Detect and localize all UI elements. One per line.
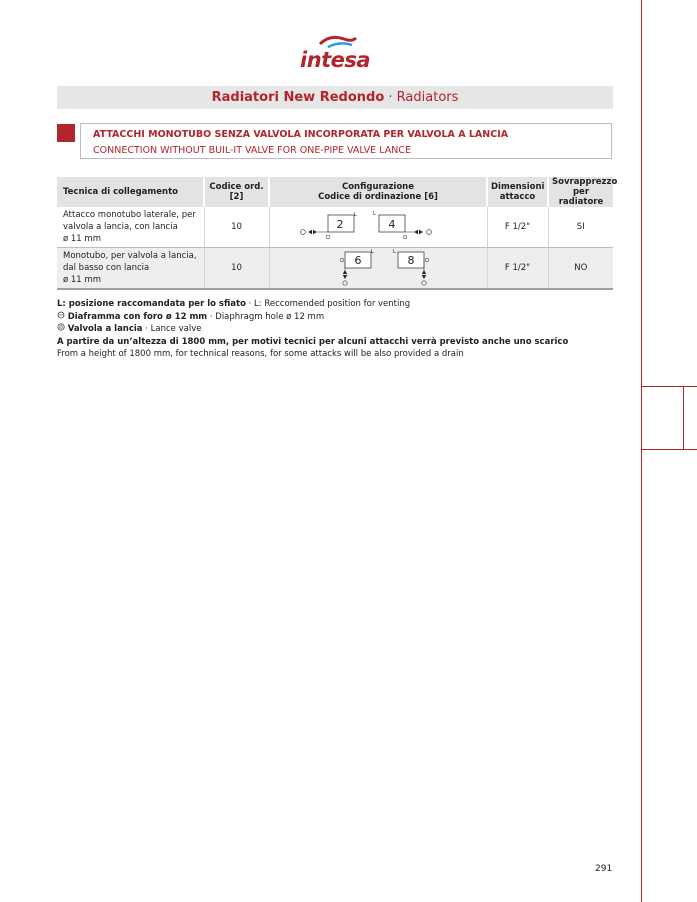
section-heading bbox=[80, 123, 612, 159]
header-tecnica: Tecnica di collegamento bbox=[57, 177, 204, 207]
code-label-right: 4 bbox=[388, 218, 396, 231]
arrow-left-icon bbox=[308, 230, 312, 234]
cell-tecnica: Monotubo, per valvola a lancia, dal basso con lancia ø 11 mm bbox=[57, 248, 204, 290]
arrow-down-icon bbox=[422, 275, 426, 279]
page-title-separator: · bbox=[384, 90, 397, 105]
cell-dimensioni: F 1/2" bbox=[487, 248, 548, 290]
vent-marker-right: L bbox=[373, 211, 376, 217]
config-diagram-bottom bbox=[318, 249, 438, 287]
lance-valve-icon bbox=[343, 281, 347, 285]
arrow-left-icon bbox=[414, 230, 418, 234]
vent-marker-left: L bbox=[354, 212, 357, 218]
table-row bbox=[57, 248, 613, 290]
page-number: 291 bbox=[595, 864, 613, 874]
table-row bbox=[57, 207, 613, 248]
brand-logo bbox=[300, 34, 375, 78]
note-venting: L: posizione raccomandata per lo sfiato · L: Reccomended position for venting bbox=[57, 299, 411, 309]
section-title-it: ATTACCHI MONOTUBO SENZA VALVOLA INCORPORATA PER VALVOLA A LANCIA bbox=[93, 129, 509, 140]
note-diaphragm: Diaframma con foro ø 12 mm · Diaphragm hole ø 12 mm bbox=[57, 311, 568, 324]
cell-sovrapprezzo: NO bbox=[548, 248, 613, 290]
arrow-up-icon bbox=[343, 270, 347, 274]
diaphragm-icon bbox=[425, 258, 429, 262]
page-title bbox=[57, 86, 613, 109]
lance-valve-icon bbox=[427, 230, 432, 235]
code-label-right: 8 bbox=[407, 254, 415, 267]
diaphragm-icon bbox=[340, 258, 344, 262]
config-diagram-side bbox=[298, 210, 458, 244]
page-title-main: Radiatori New Redondo bbox=[211, 90, 385, 105]
header-dimensioni: Dimensioni attacco bbox=[487, 177, 548, 207]
lance-valve-icon bbox=[422, 281, 426, 285]
arrow-down-icon bbox=[343, 275, 347, 279]
connection-table bbox=[57, 177, 618, 290]
diaphragm-icon bbox=[326, 235, 330, 239]
diaphragm-icon bbox=[57, 311, 65, 319]
code-label-left: 6 bbox=[354, 254, 362, 267]
cell-codice: 10 bbox=[204, 248, 269, 290]
vent-marker-left: L bbox=[371, 249, 374, 255]
chapter-tab-edge bbox=[683, 386, 684, 450]
note-drain-it: A partire da un’altezza di 1800 mm, per motivi tecnici per alcuni attacchi verrà previsto anche uno scarico bbox=[57, 336, 569, 347]
note-lance-valve: Valvola a lancia · Lance valve bbox=[57, 323, 568, 336]
arrow-right-icon bbox=[313, 230, 317, 234]
section-marker bbox=[57, 124, 75, 142]
cell-codice: 10 bbox=[204, 207, 269, 248]
cell-configurazione bbox=[269, 207, 487, 248]
header-configurazione: Configurazione Codice di ordinazione [6] bbox=[269, 177, 487, 207]
section-title-en: CONNECTION WITHOUT BUIL-IT VALVE FOR ONE-PIPE VALVE LANCE bbox=[93, 145, 411, 156]
arrow-right-icon bbox=[419, 230, 423, 234]
diaphragm-icon bbox=[403, 235, 407, 239]
cell-sovrapprezzo: SI bbox=[548, 207, 613, 248]
page-edge-line bbox=[641, 0, 642, 902]
note-drain-en: From a height of 1800 mm, for technical reasons, for some attacks will be also provided a drain bbox=[57, 349, 464, 360]
header-sovrapprezzo: Sovrapprezzo per radiatore bbox=[548, 177, 613, 207]
cell-tecnica: Attacco monotubo laterale, per valvola a lancia, con lancia ø 11 mm bbox=[57, 207, 204, 248]
lance-valve-icon bbox=[301, 230, 306, 235]
header-codice: Codice ord. [2] bbox=[204, 177, 269, 207]
lance-valve-icon bbox=[57, 323, 65, 331]
cell-configurazione bbox=[269, 248, 487, 290]
code-label-left: 2 bbox=[336, 218, 344, 231]
chapter-tab bbox=[641, 386, 697, 450]
logo-text: intesa bbox=[300, 48, 371, 72]
page-title-sub: Radiators bbox=[396, 90, 459, 105]
arrow-up-icon bbox=[422, 270, 426, 274]
vent-marker-right: L bbox=[393, 249, 396, 255]
table-header-row bbox=[57, 177, 613, 207]
cell-dimensioni: F 1/2" bbox=[487, 207, 548, 248]
legend-notes bbox=[57, 298, 568, 361]
